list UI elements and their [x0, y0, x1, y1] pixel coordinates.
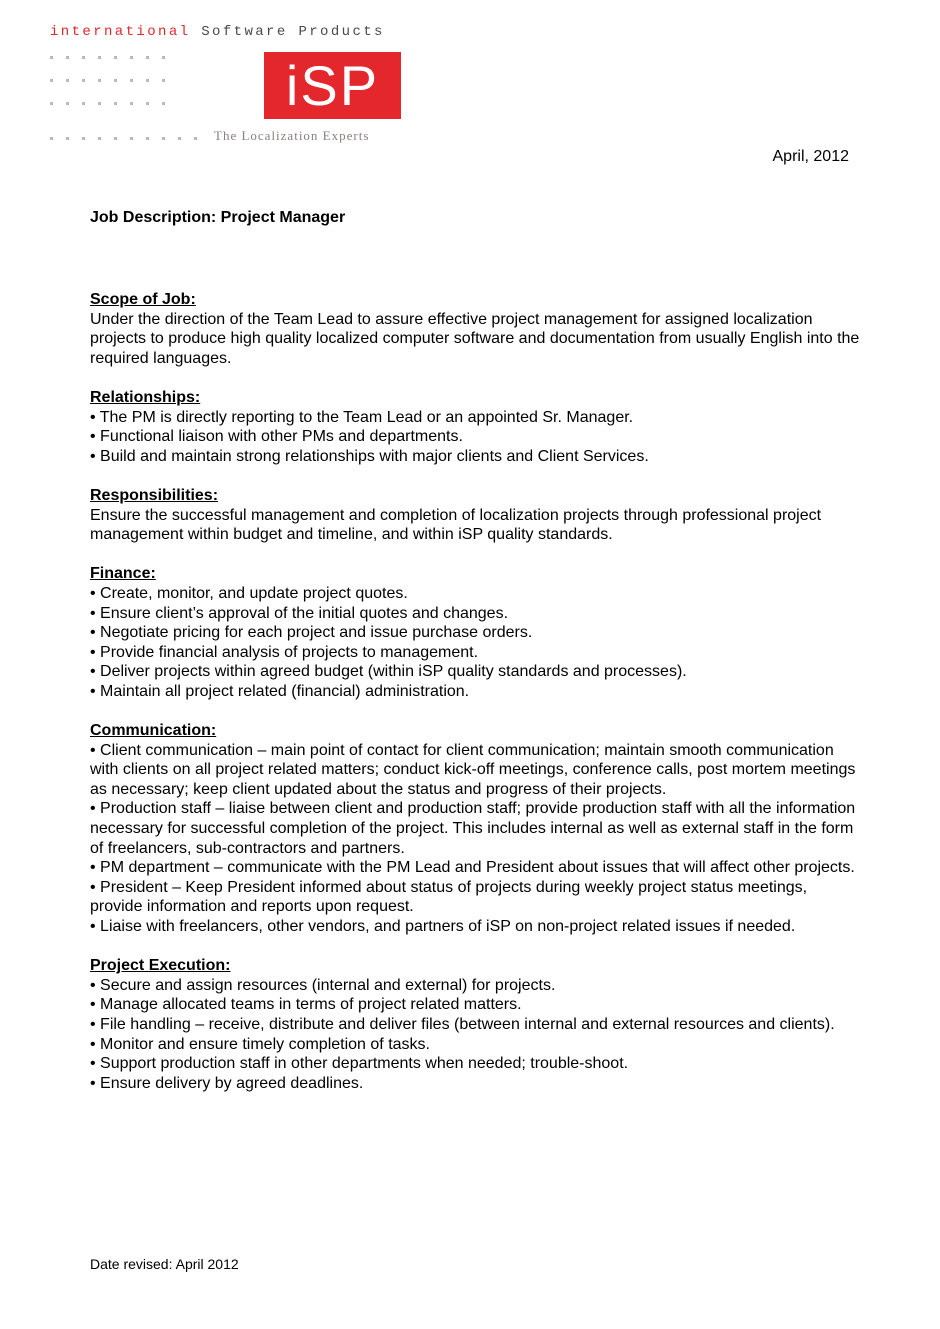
- logo-isp-box: [264, 52, 401, 119]
- logo-dot: [50, 56, 53, 59]
- logo-dot: [194, 137, 197, 140]
- logo-isp-mark: iSP: [285, 54, 380, 117]
- logo-dot: [82, 56, 85, 59]
- logo-dot: [114, 102, 117, 105]
- logo-dot: [50, 79, 53, 82]
- section-heading: Relationships:: [90, 388, 201, 406]
- logo-dot: [146, 137, 149, 140]
- section-relationships: [90, 388, 860, 466]
- list-item: • Support production staff in other departments when needed; trouble-shoot.: [90, 1055, 629, 1073]
- list-item: • The PM is directly reporting to the Team Lead or an appointed Sr. Manager.: [90, 408, 634, 426]
- logo-dot: [146, 102, 149, 105]
- section-heading: Finance:: [90, 565, 156, 583]
- section-heading: Responsibilities:: [90, 486, 219, 504]
- list-item: • Provide financial analysis of projects to management.: [90, 643, 479, 661]
- list-item: • Negotiate pricing for each project and issue purchase orders.: [90, 624, 533, 642]
- section-paragraph: Ensure the successful management and completion of localization projects through professional project management within budget and timeline, and within iSP quality standards.: [90, 506, 822, 544]
- logo-dot: [50, 137, 53, 140]
- section-scope: [90, 290, 860, 368]
- logo-dot: [114, 56, 117, 59]
- logo-dot: [146, 56, 149, 59]
- logo-dot: [66, 137, 69, 140]
- logo-company-name: [50, 24, 385, 40]
- logo-dot: [66, 102, 69, 105]
- logo-dot: [98, 102, 101, 105]
- section-paragraph: Under the direction of the Team Lead to assure effective project management for assigned localization projects to produce high quality localized computer software and documentation from usually English into the required languages.: [90, 310, 860, 367]
- list-item: • Secure and assign resources (internal and external) for projects.: [90, 976, 556, 994]
- logo-dot: [50, 102, 53, 105]
- logo-dot: [98, 79, 101, 82]
- list-item: • Create, monitor, and update project quotes.: [90, 584, 408, 602]
- section-finance: [90, 564, 860, 701]
- logo-dot: [82, 137, 85, 140]
- logo-dot: [178, 137, 181, 140]
- list-item: • Client communication – main point of contact for client communication; maintain smooth communication with clients on all project related matters; conduct kick-off meetings, conference calls, post mortem meetings as necessary; keep client updated about the status and progress of their projects.: [90, 741, 856, 798]
- list-item: • Production staff – liaise between client and production staff; provide production staff with all the information necessary for successful completion of the project. This includes internal as well as external staff in the form of freelancers, sub-contractors and partners.: [90, 800, 856, 857]
- section-project-execution: [90, 956, 860, 1093]
- list-item: • Ensure client’s approval of the initial quotes and changes.: [90, 604, 509, 622]
- logo-dot: [98, 137, 101, 140]
- logo-dot: [114, 79, 117, 82]
- list-item: • PM department – communicate with the PM Lead and President about issues that will affect other projects.: [90, 859, 855, 877]
- logo-dot: [130, 102, 133, 105]
- list-item: • Monitor and ensure timely completion of tasks.: [90, 1035, 430, 1053]
- section-responsibilities: [90, 486, 860, 545]
- logo-dot: [98, 56, 101, 59]
- logo-international: international: [50, 24, 191, 40]
- isp-logo: [50, 22, 410, 144]
- list-item: • Deliver projects within agreed budget (within iSP quality standards and processes).: [90, 663, 687, 681]
- revision-date: Date revised: April 2012: [90, 1256, 239, 1272]
- logo-dot: [82, 102, 85, 105]
- document-date: April, 2012: [772, 148, 849, 165]
- logo-dot: [146, 79, 149, 82]
- list-item: • Functional liaison with other PMs and departments.: [90, 428, 463, 446]
- logo-tagline: The Localization Experts: [214, 128, 370, 143]
- list-item: • Maintain all project related (financial) administration.: [90, 682, 470, 700]
- logo-dot: [162, 79, 165, 82]
- logo-dot: [162, 56, 165, 59]
- logo-dot: [66, 79, 69, 82]
- page-title: Job Description: Project Manager: [90, 209, 346, 226]
- logo-dot: [130, 79, 133, 82]
- logo-dot: [114, 137, 117, 140]
- section-heading: Scope of Job:: [90, 291, 196, 308]
- section-communication: [90, 721, 860, 937]
- logo-dot: [66, 56, 69, 59]
- list-item: • Ensure delivery by agreed deadlines.: [90, 1074, 364, 1092]
- list-item: • Liaise with freelancers, other vendors, and partners of iSP on non-project related issues if needed.: [90, 918, 796, 935]
- logo-software-products: Software Products: [201, 24, 385, 40]
- logo-dot: [130, 137, 133, 140]
- list-item: • President – Keep President informed about status of projects during weekly project status meetings, provide information and reports upon request.: [90, 878, 808, 916]
- list-item: • Manage allocated teams in terms of project related matters.: [90, 996, 522, 1014]
- section-heading: Communication:: [90, 722, 217, 740]
- document-body: [90, 290, 860, 1113]
- logo-dot: [162, 102, 165, 105]
- list-item: • Build and maintain strong relationships with major clients and Client Services.: [90, 447, 649, 465]
- section-heading: Project Execution:: [90, 957, 231, 975]
- logo-dot: [130, 56, 133, 59]
- list-item: • File handling – receive, distribute and deliver files (between internal and external resources and clients).: [90, 1015, 835, 1033]
- logo-dot: [82, 79, 85, 82]
- logo-dot: [162, 137, 165, 140]
